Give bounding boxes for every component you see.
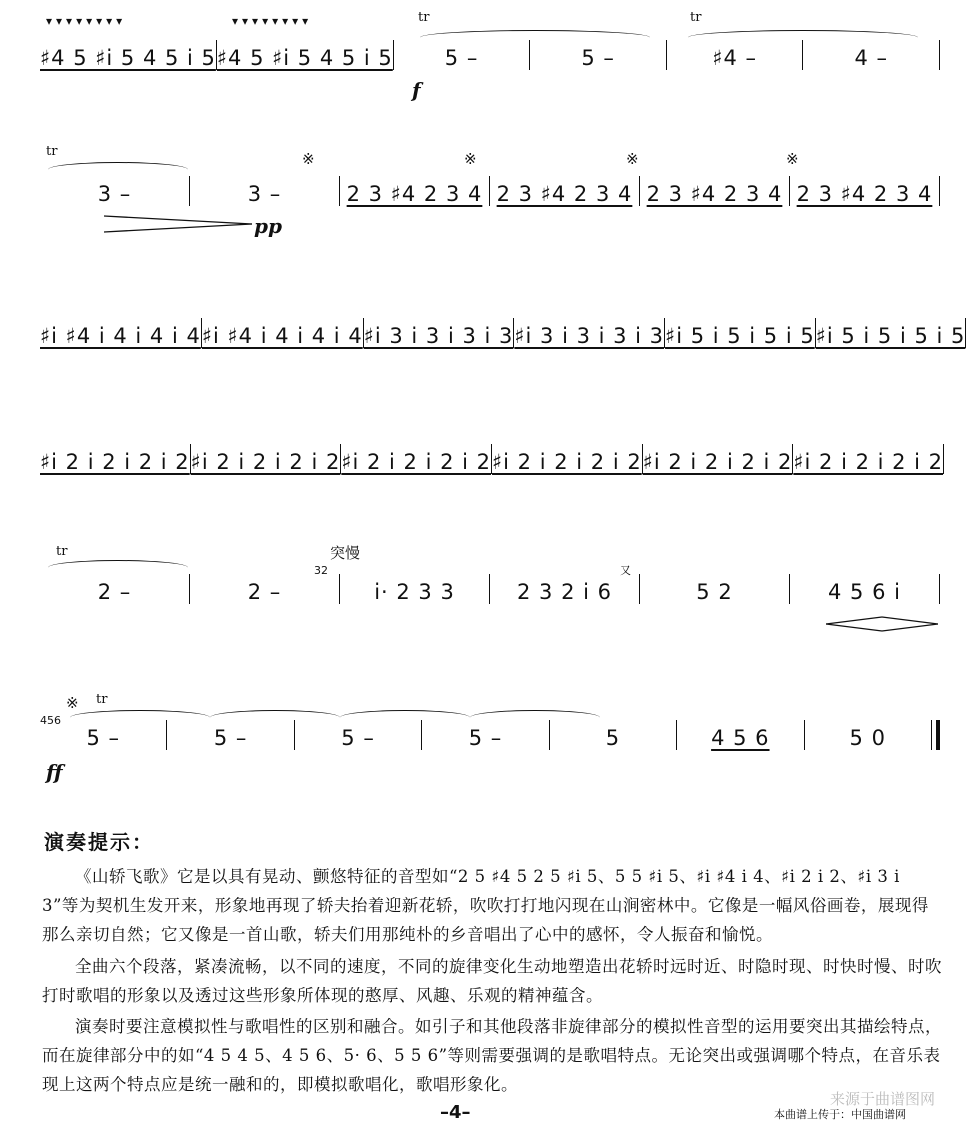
measure: ♯i 2 i 2 i 2 i 2 [492,450,642,474]
dynamic-forte: f [412,78,421,102]
measure: 5 2 [696,580,733,604]
barline [939,40,940,70]
score-line-6 [40,686,940,784]
measure: 5 – [468,726,503,750]
measure: ♯4 5 ♯i 5 4 5 i 5 [216,46,393,70]
symbol-mark: ※ [66,694,79,712]
tie [48,560,188,575]
measure: 3 – [97,182,132,206]
final-barline [931,720,940,750]
measure: 5 – [213,726,248,750]
measure: 2 3 2 i 6 [517,580,612,604]
tie [48,162,188,177]
measure: ♯i 5 i 5 i 5 i 5 [815,324,966,348]
measure: 2 3 ♯4 2 3 4 [646,182,783,206]
cresc-decresc-hairpin [826,616,938,632]
symbol-mark: ※ [786,150,799,168]
tempo-marking: 突慢 [330,544,361,562]
dynamic-pianissimo: pp [254,214,282,238]
measure: 5 – [86,726,120,750]
trill-mark: tr [96,692,108,707]
technique-mark: 又 [620,564,631,577]
measure: 5 0 [849,726,886,750]
measure: ♯i 2 i 2 i 2 i 2 [40,450,190,474]
symbol-mark: ※ [626,150,639,168]
measure: 2 3 ♯4 2 3 4 [346,182,483,206]
measures [40,318,966,348]
notes-paragraph-3: 演奏时要注意模拟性与歌唱性的区别和融合。如引子和其他段落非旋律部分的模拟性音型的运用要突出其描绘特点，而在旋律部分中的如“4 5 4 5、4 5 6、5· 6、5 5 6”等则需要强调的是歌唱特点。无论突出或强调哪个特点，在音乐表现上这两个特点应是统一融和的，即模拟歌唱化，歌唱形象化。 [42,1017,942,1094]
measure: 2 3 ♯4 2 3 4 [496,182,633,206]
measure: ♯i 3 i 3 i 3 i 3 [514,324,665,348]
measures [40,720,940,750]
measure: 4 5 6 [711,726,770,750]
score-line-4 [40,410,944,480]
barline [943,444,944,474]
measure: 3 – [247,182,282,206]
performance-notes-title: 演奏提示： [44,830,154,854]
measure: 2 – [97,580,132,604]
dynamic-fortissimo: ff [46,760,63,784]
measures [40,40,940,70]
measure: 4 – [854,46,889,70]
measure: ♯i 2 i 2 i 2 i 2 [190,450,341,474]
measure: ♯i 3 i 3 i 3 i 3 [363,324,514,348]
trill-mark: tr [690,10,702,25]
measure: 5 – [341,726,375,750]
accent-marks: ▾▾▾▾▾▾▾▾ [232,14,313,28]
measure: 2 3 ♯4 2 3 4 [796,182,933,206]
trill-mark: tr [46,144,58,159]
accent-marks: ▾▾▾▾▾▾▾▾ [46,14,127,28]
barline [939,176,940,206]
watermark-text: 来源于曲谱图网 [830,1090,936,1108]
measure: ♯i 5 i 5 i 5 i 5 [665,324,815,348]
measure: 5 – [444,46,479,70]
notes-paragraph-1: 《山轿飞歌》它是以具有晃动、颤悠特征的音型如“2 5 ♯4 5 2 5 ♯i 5、5 5 ♯i 5、♯i ♯4 i 4、♯i 2 i 2、♯i 3 i 3”等为契机生发开来，形象地再现了轿夫抬着迎新花轿，吹吹打打地闪现在山涧密林中。它像是一幅风俗画卷，展现得那么亲切自然；它又像是一首山歌，轿夫们用那纯朴的乡音唱出了心中的感怀，令人振奋和愉悦。 [42,867,929,944]
measure: ♯4 5 ♯i 5 4 5 i 5 [40,46,216,70]
measure: ♯i 2 i 2 i 2 i 2 [341,450,492,474]
decrescendo-hairpin [104,214,254,234]
score-line-5 [40,540,940,610]
measure: 4 5 6 i [828,580,901,604]
barline [939,574,940,604]
measure: ♯i ♯4 i 4 i 4 i 4 [40,324,201,348]
grace-note: 456 [40,714,61,727]
measure: 2 – [247,580,282,604]
score-line-1 [40,6,940,102]
trill-mark: tr [418,10,430,25]
barline [965,318,966,348]
trill-mark: tr [56,544,68,559]
measures [40,444,944,474]
measures [40,176,940,206]
measure: 5 [605,726,621,750]
measure: ♯i 2 i 2 i 2 i 2 [642,450,793,474]
score-line-2 [40,142,940,238]
measure: ♯i ♯4 i 4 i 4 i 4 [201,324,363,348]
score-line-3 [40,284,966,354]
measure: ♯i 2 i 2 i 2 i 2 [793,450,944,474]
measure: ♯4 – [712,46,758,70]
measures [40,574,940,604]
measure: 5 – [581,46,615,70]
grace-note: 32 [314,564,328,577]
measure: i· 2 3 3 [374,580,455,604]
upload-credit: 本曲谱上传于：中国曲谱网 [774,1108,906,1121]
symbol-mark: ※ [464,150,477,168]
notes-paragraph-2: 全曲六个段落，紧凑流畅，以不同的速度，不同的旋律变化生动地塑造出花轿时远时近、时隐时现、时快时慢、时吹打时歌唱的形象以及透过这些形象所体现的憨厚、风趣、乐观的精神蕴含。 [42,957,942,1005]
symbol-mark: ※ [302,150,315,168]
page-number: –4– [440,1102,471,1123]
